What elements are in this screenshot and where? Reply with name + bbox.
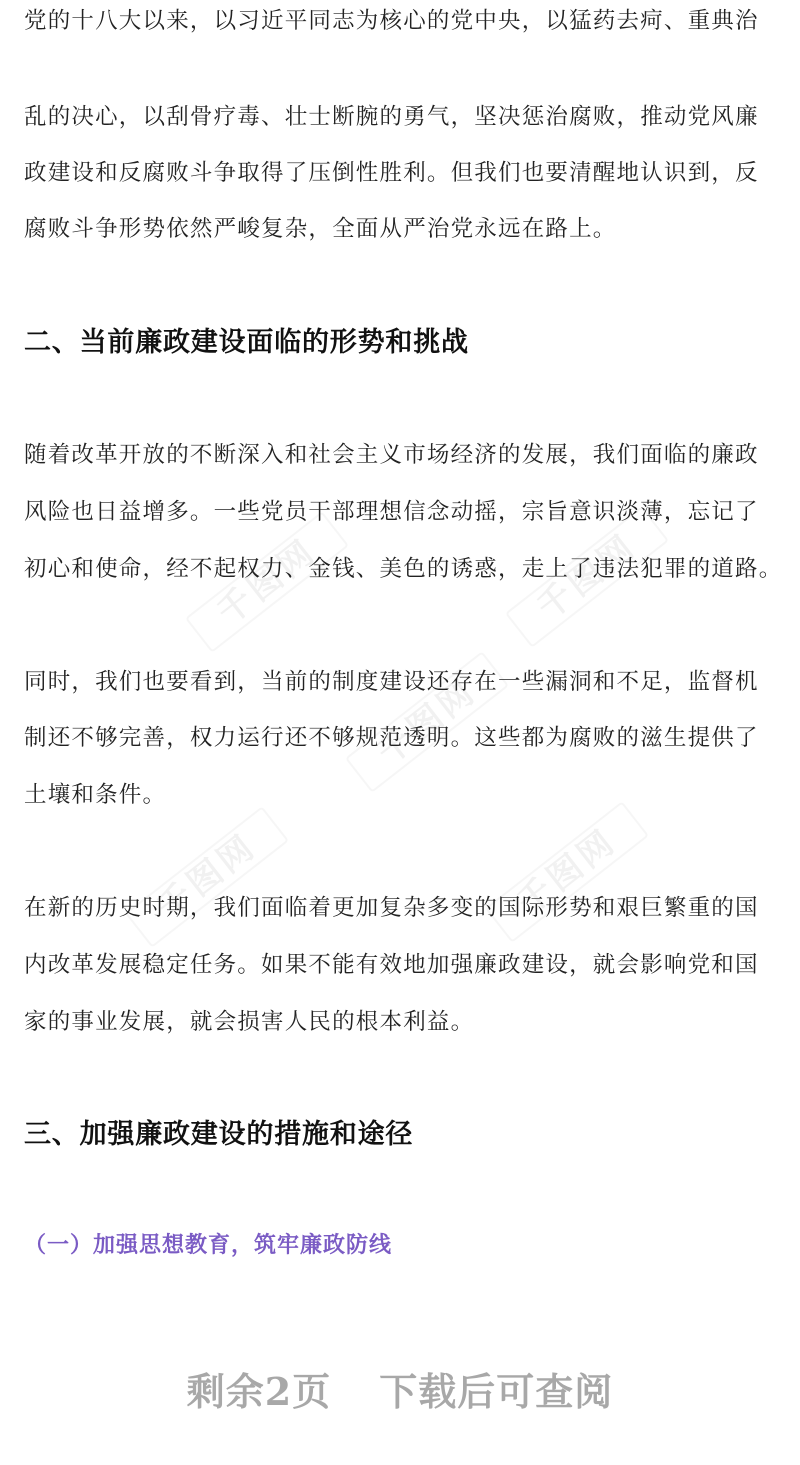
paragraph-line: 乱的决心，以刮骨疗毒、壮士断腕的勇气，坚决惩治腐败，推动党风廉 [24, 104, 759, 130]
paragraph-line: 制还不够完善，权力运行还不够规范透明。这些都为腐败的滋生提供了 [24, 725, 759, 751]
paragraph-line: 家的事业发展，就会损害人民的根本利益。 [24, 1009, 475, 1035]
download-prompt-banner[interactable] [0, 1356, 800, 1420]
watermark: 千图网 [185, 511, 349, 653]
watermark: 千图网 [505, 506, 669, 648]
paragraph-line: 内改革发展稳定任务。如果不能有效地加强廉政建设，就会影响党和国 [24, 952, 759, 978]
download-to-view-label[interactable]: 下载后可查阅 [379, 1368, 614, 1414]
paragraph-line: 同时，我们也要看到，当前的制度建设还存在一些漏洞和不足，监督机 [24, 669, 759, 695]
paragraph-line: 初心和使命，经不起权力、金钱、美色的诱惑，走上了违法犯罪的道路。 [24, 556, 783, 582]
section-heading-3: 三、加强廉政建设的措施和途径 [24, 1119, 414, 1150]
paragraph-line: 党的十八大以来，以习近平同志为核心的党中央，以猛药去疴、重典治 [24, 8, 759, 34]
watermark: 千图网 [485, 801, 649, 943]
paragraph-line: 风险也日益增多。一些党员干部理想信念动摇，宗旨意识淡薄，忘记了 [24, 499, 759, 525]
watermark: 千图网 [345, 651, 509, 793]
subsection-heading: （一）加强思想教育，筑牢廉政防线 [24, 1233, 393, 1258]
paragraph-line: 随着改革开放的不断深入和社会主义市场经济的发展，我们面临的廉政 [24, 442, 759, 468]
paragraph-line: 在新的历史时期，我们面临着更加复杂多变的国际形势和艰巨繁重的国 [24, 895, 759, 921]
remaining-pages-label: 剩余2页 [186, 1368, 332, 1414]
watermark: 千图网 [125, 806, 289, 948]
paragraph-line: 土壤和条件。 [24, 782, 167, 808]
section-heading-2: 二、当前廉政建设面临的形势和挑战 [24, 327, 469, 358]
paragraph-line: 政建设和反腐败斗争取得了压倒性胜利。但我们也要清醒地认识到，反 [24, 160, 759, 186]
paragraph-line: 腐败斗争形势依然严峻复杂，全面从严治党永远在路上。 [24, 216, 617, 242]
